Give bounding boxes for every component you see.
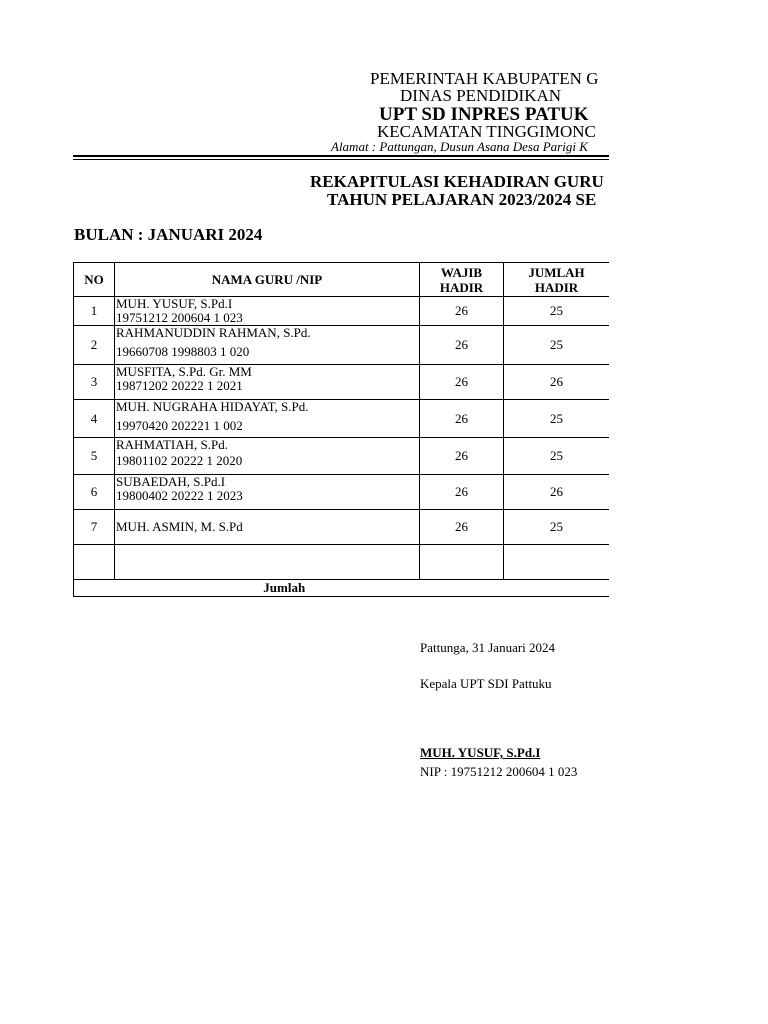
row-nama-nip (115, 297, 420, 326)
row-nama-nip (115, 475, 420, 510)
row-jumlah-hadir: 25 (504, 326, 610, 365)
row-no: 7 (74, 510, 115, 545)
teacher-nip: 19871202 20222 1 2021 (116, 378, 243, 393)
teacher-nip: 19660708 1998803 1 020 (116, 344, 250, 359)
table-row (74, 400, 610, 438)
row-no: 1 (74, 297, 115, 326)
teacher-name: SUBAEDAH, S.Pd.I (116, 474, 226, 489)
row-no: 6 (74, 475, 115, 510)
letterhead-district: KECAMATAN TINGGIMONC (377, 122, 596, 141)
month-label: BULAN : JANUARI 2024 (74, 225, 263, 244)
header-no: NO (74, 263, 115, 297)
row-nama-nip (115, 438, 420, 475)
document-title: REKAPITULASI KEHADIRAN GURU (310, 172, 604, 191)
letterhead-government: PEMERINTAH KABUPATEN G (370, 69, 599, 88)
row-wajib-hadir: 26 (420, 400, 504, 438)
table-header-row (74, 263, 610, 297)
teacher-nip: 19801102 20222 1 2020 (116, 453, 243, 468)
signature-place-date: Pattunga, 31 Januari 2024 (420, 640, 556, 655)
table-row (74, 326, 610, 365)
teacher-name: RAHMANUDDIN RAHMAN, S.Pd. (116, 325, 311, 340)
row-wajib-hadir: 26 (420, 510, 504, 545)
table-footer-row (74, 580, 610, 597)
header-jumlah-hadir: JUMLAH HADIR (504, 263, 610, 297)
row-nama-nip (115, 365, 420, 400)
row-jumlah-hadir: 25 (504, 400, 610, 438)
signature-nip: NIP : 19751212 200604 1 023 (420, 764, 578, 779)
jumlah-label: Jumlah (74, 580, 610, 597)
signature-role: Kepala UPT SDI Pattuku (420, 676, 552, 691)
row-nama-nip (115, 326, 420, 365)
row-no: 2 (74, 326, 115, 365)
row-jumlah-hadir: 26 (504, 365, 610, 400)
teacher-name: MUH. ASMIN, M. S.Pd (116, 519, 243, 534)
row-no: 5 (74, 438, 115, 475)
row-jumlah-hadir: 26 (504, 475, 610, 510)
row-no: 3 (74, 365, 115, 400)
teacher-name: MUH. YUSUF, S.Pd.I (116, 296, 233, 311)
document-subtitle: TAHUN PELAJARAN 2023/2024 SE (327, 190, 597, 209)
row-no: 4 (74, 400, 115, 438)
letterhead-address: Alamat : Pattungan, Dusun Asana Desa Parigi K (331, 139, 588, 154)
teacher-name: MUSFITA, S.Pd. Gr. MM (116, 364, 252, 379)
row-nama-nip (115, 400, 420, 438)
row-nama-nip (115, 510, 420, 545)
row-jumlah-hadir: 25 (504, 297, 610, 326)
signature-name: MUH. YUSUF, S.Pd.I (420, 745, 541, 760)
table-row (74, 510, 610, 545)
teacher-nip: 19970420 202221 1 002 (116, 418, 243, 433)
table-row (74, 438, 610, 475)
row-wajib-hadir: 26 (420, 438, 504, 475)
row-wajib-hadir: 26 (420, 297, 504, 326)
letterhead-school-name: UPT SD INPRES PATUK (379, 104, 589, 125)
letterhead-divider-thick (73, 155, 609, 157)
teacher-nip: 19751212 200604 1 023 (116, 310, 243, 325)
row-wajib-hadir: 26 (420, 365, 504, 400)
row-wajib-hadir: 26 (420, 475, 504, 510)
row-jumlah-hadir: 25 (504, 510, 610, 545)
attendance-table (73, 262, 609, 597)
letterhead-divider-thin (73, 159, 609, 160)
table-row (74, 297, 610, 326)
teacher-name: MUH. NUGRAHA HIDAYAT, S.Pd. (116, 399, 309, 414)
table-row-empty (74, 545, 610, 580)
teacher-name: RAHMATIAH, S.Pd. (116, 437, 228, 452)
header-nama: NAMA GURU /NIP (115, 263, 420, 297)
row-wajib-hadir: 26 (420, 326, 504, 365)
table-row (74, 365, 610, 400)
header-wajib-hadir: WAJIB HADIR (420, 263, 504, 297)
row-jumlah-hadir: 25 (504, 438, 610, 475)
table-row (74, 475, 610, 510)
teacher-nip: 19800402 20222 1 2023 (116, 488, 243, 503)
letterhead-department: DINAS PENDIDIKAN (400, 86, 562, 105)
